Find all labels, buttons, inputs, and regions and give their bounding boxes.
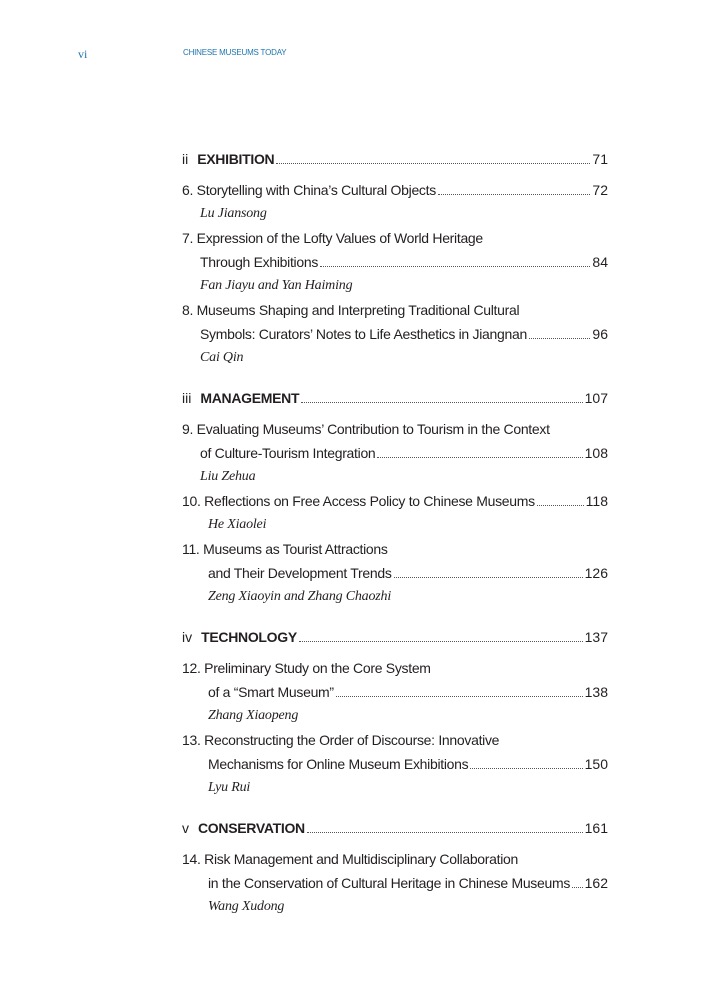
page-number: 118 (585, 493, 608, 509)
dot-leader (377, 456, 582, 458)
chapter-author: He Xiaolei (208, 517, 267, 532)
section-number: iii (182, 390, 192, 406)
toc-entry-line[interactable] (182, 226, 608, 250)
chapter-title: 11. Museums as Tourist Attractions (182, 541, 388, 557)
toc-section-technology[interactable] (182, 625, 608, 649)
chapter-title-cont: Through Exhibitions (200, 254, 319, 270)
page-number: 161 (584, 820, 608, 836)
dot-leader (537, 504, 584, 506)
page-number: 138 (584, 684, 608, 700)
toc-entry-line[interactable] (182, 728, 608, 752)
section-title: MANAGEMENT (200, 390, 300, 406)
toc-entry-line[interactable] (182, 847, 608, 871)
toc-entry[interactable] (182, 752, 608, 776)
toc-entry[interactable] (182, 250, 608, 274)
chapter-title: 10. Reflections on Free Access Policy to Chinese Museums (182, 493, 535, 509)
chapter-title: 13. Reconstructing the Order of Discourse: Innovative (182, 732, 500, 748)
chapter-title: 9. Evaluating Museums’ Contribution to Tourism in the Context (182, 421, 550, 437)
toc-section-conservation[interactable] (182, 816, 608, 840)
toc-entry-line[interactable] (182, 417, 608, 441)
dot-leader (336, 695, 583, 697)
page-number: 126 (584, 565, 608, 581)
toc-entry-line[interactable] (182, 656, 608, 680)
dot-leader (307, 831, 583, 833)
toc-entry[interactable] (182, 489, 608, 513)
chapter-title-cont: of a “Smart Museum” (208, 684, 334, 700)
section-number: ii (182, 151, 189, 167)
toc-entry[interactable] (182, 680, 608, 704)
chapter-author: Zeng Xiaoyin and Zhang Chaozhi (208, 589, 392, 604)
chapter-title-cont: of Culture-Tourism Integration (200, 445, 376, 461)
toc-entry[interactable] (182, 178, 608, 202)
section-number: v (182, 820, 189, 836)
section-title: EXHIBITION (197, 151, 275, 167)
chapter-title: 6. Storytelling with China’s Cultural Objects (182, 182, 436, 198)
chapter-author: Fan Jiayu and Yan Haiming (200, 278, 353, 293)
dot-leader (470, 767, 582, 769)
dot-leader (299, 640, 583, 642)
chapter-author: Zhang Xiaopeng (208, 708, 299, 723)
page-number: 108 (584, 445, 608, 461)
dot-leader (276, 162, 590, 164)
dot-leader (301, 401, 582, 403)
toc-entry[interactable] (182, 322, 608, 346)
page-number: 84 (592, 254, 608, 270)
toc-section-management[interactable] (182, 386, 608, 410)
page-number: 137 (584, 629, 608, 645)
page-number: 72 (592, 182, 608, 198)
toc-entry-line[interactable] (182, 298, 608, 322)
toc-entry[interactable] (182, 871, 608, 895)
page-number: 96 (592, 326, 608, 342)
section-title: TECHNOLOGY (201, 629, 297, 645)
dot-leader (572, 886, 583, 888)
section-title: CONSERVATION (198, 820, 305, 836)
chapter-title-cont: Mechanisms for Online Museum Exhibitions (208, 756, 469, 772)
chapter-author: Liu Zehua (200, 469, 256, 484)
chapter-title: 14. Risk Management and Multidisciplinary Collaboration (182, 851, 519, 867)
dot-leader (529, 337, 590, 339)
dot-leader (394, 576, 583, 578)
dot-leader (320, 265, 590, 267)
chapter-author: Wang Xudong (208, 899, 285, 914)
chapter-title: 8. Museums Shaping and Interpreting Traditional Cultural (182, 302, 520, 318)
dot-leader (438, 193, 591, 195)
toc-entry-line[interactable] (182, 537, 608, 561)
table-of-contents (182, 147, 608, 919)
chapter-title-cont: Symbols: Curators’ Notes to Life Aesthetics in Jiangnan (200, 326, 527, 342)
chapter-title: 7. Expression of the Lofty Values of World Heritage (182, 230, 483, 246)
toc-entry[interactable] (182, 441, 608, 465)
page-number: 162 (584, 875, 608, 891)
toc-section-exhibition[interactable] (182, 147, 608, 171)
toc-entry[interactable] (182, 561, 608, 585)
page-folio: vi (78, 47, 88, 61)
chapter-author: Lyu Rui (208, 780, 251, 795)
page-number: 107 (584, 390, 608, 406)
chapter-title: 12. Preliminary Study on the Core System (182, 660, 431, 676)
chapter-author: Lu Jiansong (200, 206, 267, 221)
chapter-title-cont: in the Conservation of Cultural Heritage in Chinese Museums (208, 875, 571, 891)
running-title: CHINESE MUSEUMS TODAY (183, 48, 287, 57)
chapter-title-cont: and Their Development Trends (208, 565, 392, 581)
section-number: iv (182, 629, 193, 645)
page-number: 150 (584, 756, 608, 772)
page-number: 71 (592, 151, 608, 167)
chapter-author: Cai Qin (200, 350, 244, 365)
